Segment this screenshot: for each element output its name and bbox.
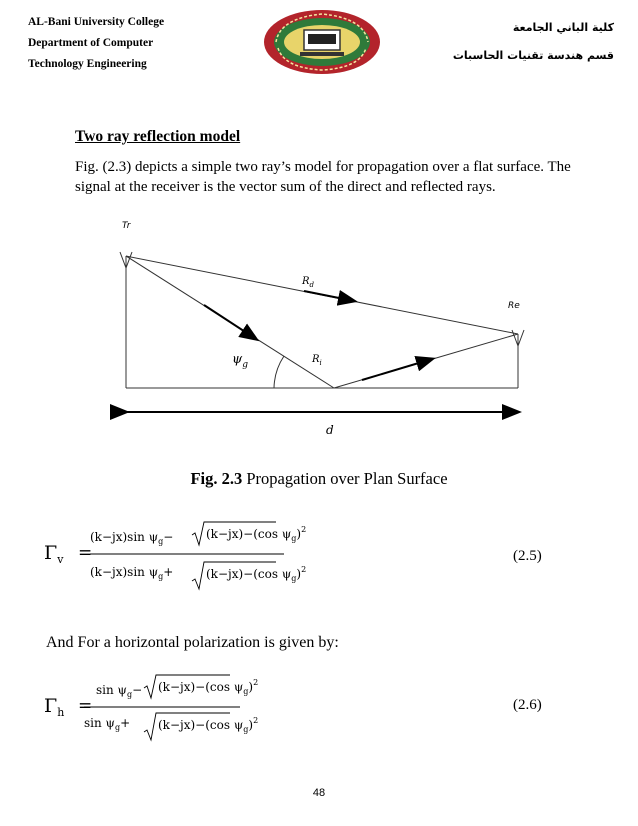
college-name: AL-Bani University College (28, 16, 165, 28)
department-line-2: Technology Engineering (28, 58, 147, 70)
department-arabic: قسم هندسة تقنيات الحاسبات (452, 49, 614, 62)
svg-text:(k−jx)sin ψg−: (k−jx)sin $\psi_g-$ (90, 530, 174, 546)
college-header-right (453, 14, 614, 70)
equation-number-2-6: (2.6) (513, 697, 542, 713)
svg-text:(k−jx)sin ψg+: (k−jx)sin $\psi_g+$ (90, 565, 174, 581)
svg-text:(k−jx)−(cos ψg)2: (k−jx)−(cos $\psi_g)^2$ (206, 565, 307, 583)
equation-number-2-5: (2.5) (513, 548, 542, 564)
label-psi-g: $\psi_g$ (232, 352, 248, 370)
page-number: 48 (312, 787, 326, 799)
label-re: Re (508, 301, 520, 311)
equation-gamma-v (44, 518, 307, 590)
svg-text:=: = (78, 696, 93, 716)
svg-text:sin ψg+: $\sin \psi_g+$ (84, 716, 131, 732)
svg-text:(k−jx)−(cos ψg)2: (k−jx)−(cos $\psi_g)^2$ (158, 678, 259, 696)
college-name-arabic: كلية الباني الجامعة (512, 21, 614, 34)
svg-text:Γh: $\Gamma_h$ (44, 695, 65, 719)
label-distance: d (326, 423, 334, 437)
svg-text:sin ψg−: $\sin \psi_g-$ (96, 683, 143, 699)
label-rd: $R_d$ (302, 276, 315, 289)
direct-ray-arrow (304, 291, 354, 301)
svg-text:(k−jx)−(cos ψg)2: (k−jx)−(cos $\psi_g)^2$ (206, 525, 307, 543)
svg-text:Γv: $\Gamma_v$ (44, 542, 64, 566)
svg-text:(k−jx)−(cos ψg)2: (k−jx)−(cos $\psi_g)^2$ (158, 716, 259, 734)
incident-ray-arrow (204, 305, 256, 339)
section-heading: Two ray reflection model (75, 128, 241, 145)
college-header-left (28, 12, 164, 75)
label-ri: $R_i$ (312, 354, 322, 367)
reflected-ray-arrow (362, 359, 432, 380)
caption-prefix: Fig. 2.3 (190, 469, 243, 488)
department-line-1: Department of Computer (28, 37, 154, 49)
college-seal-logo (262, 8, 382, 76)
figure-caption (0, 469, 638, 489)
label-tr: Tr (122, 221, 131, 231)
two-ray-diagram (104, 212, 534, 444)
grazing-angle-arc (274, 356, 284, 388)
body-paragraph: Fig. (2.3) depicts a simple two ray’s model for propagation over a flat surface. The signal at the receiver is the vector sum of the direct and reflected rays. (75, 159, 571, 195)
horizontal-polarization-intro: And For a horizontal polarization is given by: (46, 634, 339, 651)
caption-text: Propagation over Plan Surface (242, 469, 448, 488)
svg-text:=: = (78, 543, 93, 563)
equation-gamma-h (44, 672, 264, 742)
